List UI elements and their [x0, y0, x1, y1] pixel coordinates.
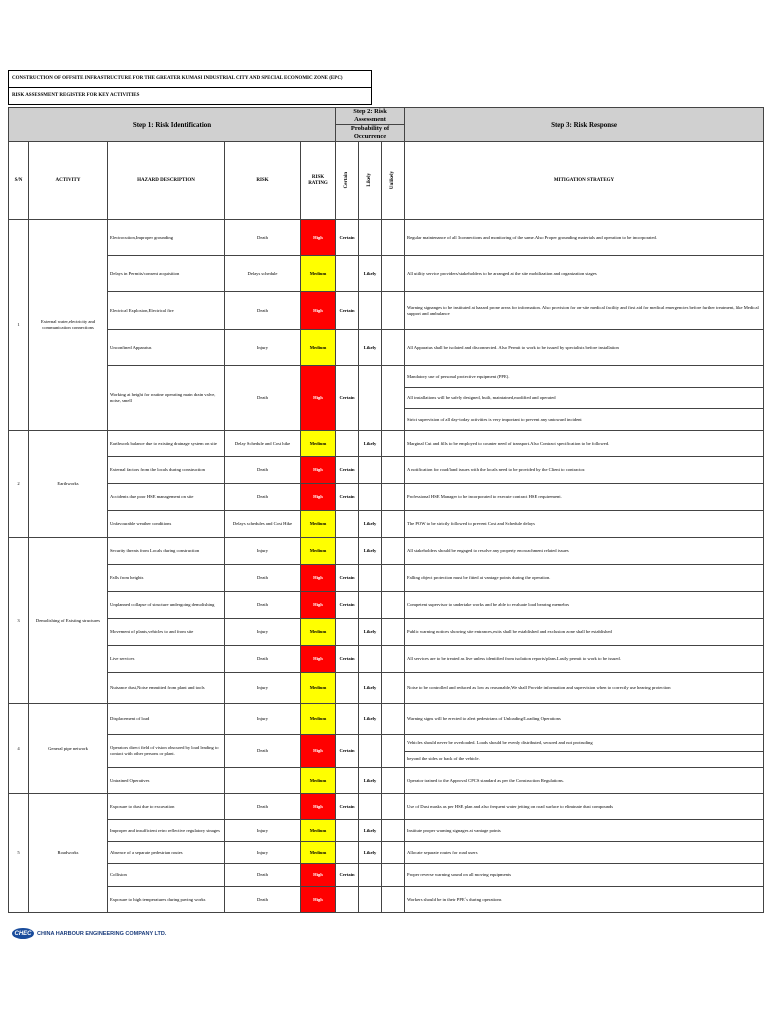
risk-rating-cell: Medium — [301, 704, 336, 735]
risk-rating-cell: High — [301, 794, 336, 820]
risk-rating-cell: Medium — [301, 842, 336, 864]
table-row — [9, 330, 764, 366]
mitigation-cell — [405, 431, 764, 457]
risk-cell: Injury — [225, 619, 301, 646]
mitigation-line: Vehicles should never be overloaded. Loads should be evenly distributed, secured and not protruding — [405, 735, 763, 752]
mitigation-line: Strict supervision of all day-today activities is very important to prevent any untoward incident — [407, 416, 582, 422]
likely-cell: Likely — [359, 431, 382, 457]
risk-rating-cell: Medium — [301, 511, 336, 538]
project-title: CONSTRUCTION OF OFFSITE INFRASTRUCTURE FOR THE GREATER KUMASI INDUSTRIAL CITY AND SPECIAL ECONOMIC ZONE (EPC) — [9, 71, 371, 88]
table-row — [9, 768, 764, 794]
step1-header: Step 1: Risk Identification — [9, 108, 336, 142]
risk-cell: Death — [225, 565, 301, 592]
mitigation-cell — [405, 511, 764, 538]
mitigation-line: The POW to be strictly followed to prevent Cost and Schedule delays — [407, 521, 535, 527]
title-box — [8, 70, 372, 105]
mitigation-line: beyond the sides or back of the vehicle. — [407, 756, 480, 762]
hazard-cell: Delays in Permits/consent acquisition — [108, 256, 225, 292]
risk-rating-cell: High — [301, 457, 336, 484]
mitigation-cell — [405, 820, 764, 842]
col-unlikely: Unlikely — [382, 142, 405, 220]
certain-cell — [336, 704, 359, 735]
hazard-cell: Unplanned collapse of structure undergoing demolishing — [108, 592, 225, 619]
col-certain: Certain — [336, 142, 359, 220]
row-sn: 4 — [9, 704, 29, 794]
unlikely-cell — [382, 794, 405, 820]
likely-cell — [359, 646, 382, 673]
certain-cell: Certain — [336, 646, 359, 673]
hazard-cell: Absence of a separate pedestrian routes — [108, 842, 225, 864]
mitigation-line: Noise to be controlled and reduced as low as reasonable,We shall Provide information and supervision when to correctly use hearing protection — [407, 685, 671, 691]
col-risk: RISK — [225, 142, 301, 220]
row-sn: 1 — [9, 220, 29, 431]
certain-cell — [336, 673, 359, 704]
hazard-cell: Unfavourable weather conditions — [108, 511, 225, 538]
unlikely-cell — [382, 484, 405, 511]
mitigation-line: Warning signanges to be instituted at hazard prone areas for information. Also provision for on-site medical facility and first aid for medical emergencies before further treatment, like Medical support and ambulance — [407, 304, 759, 316]
unlikely-cell — [382, 820, 405, 842]
table-row — [9, 292, 764, 330]
mitigation-cell — [405, 704, 764, 735]
risk-rating-cell: Medium — [301, 619, 336, 646]
risk-rating-cell: High — [301, 366, 336, 431]
likely-cell: Likely — [359, 820, 382, 842]
mitigation-line: Workers should be in their PPE`s during operations — [407, 896, 502, 902]
risk-rating-cell: Medium — [301, 673, 336, 704]
risk-cell: Injury — [225, 538, 301, 565]
table-row — [9, 646, 764, 673]
mitigation-line: Warning signs will be erected to alert pedestrians of Unloading/Loading Operations — [407, 716, 561, 722]
hazard-cell: Working at height for routine operating main drain valve, noise, smell — [108, 366, 225, 431]
col-hazard: HAZARD DESCRIPTION — [108, 142, 225, 220]
certain-cell: Certain — [336, 565, 359, 592]
mitigation-cell — [405, 538, 764, 565]
hazard-cell: Improper and insufficient retro reflective regulatory sinages — [108, 820, 225, 842]
likely-cell — [359, 366, 382, 431]
unlikely-cell — [382, 619, 405, 646]
unlikely-cell — [382, 864, 405, 887]
unlikely-cell — [382, 511, 405, 538]
likely-cell — [359, 864, 382, 887]
certain-cell — [336, 887, 359, 913]
table-row — [9, 592, 764, 619]
certain-cell — [336, 256, 359, 292]
unlikely-cell — [382, 646, 405, 673]
hazard-cell: Operators direct field of vision obscured by load leading to contact with other persons or plant. — [108, 735, 225, 768]
unlikely-cell — [382, 592, 405, 619]
risk-cell: Death — [225, 887, 301, 913]
likely-cell — [359, 794, 382, 820]
likely-cell — [359, 292, 382, 330]
table-row — [9, 220, 764, 256]
risk-cell: Death — [225, 794, 301, 820]
certain-cell — [336, 768, 359, 794]
table-row — [9, 619, 764, 646]
hazard-cell: Collision — [108, 864, 225, 887]
mitigation-line: Institute proper warning signages at vantage points — [407, 827, 501, 833]
risk-rating-cell: High — [301, 887, 336, 913]
mitigation-line: Allocate separate routes for road users — [407, 849, 478, 855]
mitigation-cell — [405, 292, 764, 330]
unlikely-cell — [382, 330, 405, 366]
unlikely-cell — [382, 457, 405, 484]
risk-rating-cell: Medium — [301, 256, 336, 292]
row-sn: 5 — [9, 794, 29, 913]
risk-rating-cell: High — [301, 592, 336, 619]
table-row — [9, 887, 764, 913]
table-row — [9, 511, 764, 538]
likely-cell: Likely — [359, 330, 382, 366]
mitigation-cell — [405, 484, 764, 511]
risk-rating-cell: Medium — [301, 431, 336, 457]
mitigation-line: Operator trained to the Approval CPCS standard as per the Construction Regulations. — [407, 777, 564, 783]
risk-register-table — [8, 107, 764, 913]
certain-cell: Certain — [336, 220, 359, 256]
certain-cell — [336, 820, 359, 842]
unlikely-cell — [382, 538, 405, 565]
risk-cell: Injury — [225, 820, 301, 842]
mitigation-cell — [405, 646, 764, 673]
risk-rating-cell: High — [301, 292, 336, 330]
unlikely-cell — [382, 842, 405, 864]
table-row — [9, 431, 764, 457]
certain-cell: Certain — [336, 484, 359, 511]
unlikely-cell — [382, 292, 405, 330]
mitigation-cell — [405, 768, 764, 794]
unlikely-cell — [382, 704, 405, 735]
table-row — [9, 820, 764, 842]
table-row — [9, 673, 764, 704]
table-row — [9, 794, 764, 820]
mitigation-cell — [405, 887, 764, 913]
hazard-cell: Exposure to high temperatures during paving works — [108, 887, 225, 913]
likely-cell — [359, 220, 382, 256]
risk-cell: Injury — [225, 330, 301, 366]
company-name: CHINA HARBOUR ENGINEERING COMPANY LTD. — [37, 930, 167, 937]
step2-header: Step 2: Risk Assessment — [336, 108, 405, 125]
certain-cell — [336, 538, 359, 565]
likely-cell — [359, 565, 382, 592]
risk-cell: Death — [225, 484, 301, 511]
risk-cell: Injury — [225, 704, 301, 735]
mitigation-line: Public warning notices showing site entrances,exits shall be established and exclusion zone shall be established — [407, 629, 612, 635]
activity-cell: External water,electricity and communication connections — [29, 220, 108, 431]
certain-cell: Certain — [336, 292, 359, 330]
certain-cell: Certain — [336, 457, 359, 484]
likely-cell: Likely — [359, 256, 382, 292]
row-sn: 3 — [9, 538, 29, 704]
table-row — [9, 735, 764, 768]
company-logo: CHEC — [12, 928, 34, 939]
mitigation-line: Use of Dust masks as per HSE plan and also frequent water jetting on road surface to eliminate dust compounds — [407, 803, 614, 809]
mitigation-line: All installations will be safely designed, built, maintained,modified and operated — [405, 388, 763, 410]
col-mitigation: MITIGATION STRATEGY — [405, 142, 764, 220]
table-row — [9, 565, 764, 592]
row-sn: 2 — [9, 431, 29, 538]
col-sn: S/N — [9, 142, 29, 220]
mitigation-cell — [405, 619, 764, 646]
likely-cell — [359, 484, 382, 511]
footer — [12, 928, 166, 939]
unlikely-cell — [382, 431, 405, 457]
col-rating: RISK RATING — [301, 142, 336, 220]
risk-rating-cell: Medium — [301, 330, 336, 366]
hazard-cell: Falls from heights — [108, 565, 225, 592]
mitigation-cell — [405, 457, 764, 484]
unlikely-cell — [382, 735, 405, 768]
table-row — [9, 538, 764, 565]
step3-header: Step 3: Risk Response — [405, 108, 764, 142]
risk-cell: Delay Schedule and Cost hike — [225, 431, 301, 457]
risk-rating-cell: High — [301, 864, 336, 887]
risk-cell: Delays schedules and Cost Hike — [225, 511, 301, 538]
mitigation-line: Competent supervisor to undertake works and be able to evaluate load bearing memebrs — [407, 602, 570, 608]
table-row — [9, 842, 764, 864]
hazard-cell: Accidents due poor HSE management on site — [108, 484, 225, 511]
likely-cell: Likely — [359, 842, 382, 864]
likely-cell — [359, 592, 382, 619]
risk-rating-cell: High — [301, 646, 336, 673]
certain-cell: Certain — [336, 735, 359, 768]
mitigation-cell — [405, 565, 764, 592]
risk-cell: Delays schedule — [225, 256, 301, 292]
risk-rating-cell: Medium — [301, 820, 336, 842]
risk-cell: Death — [225, 457, 301, 484]
table-row — [9, 484, 764, 511]
mitigation-cell — [405, 864, 764, 887]
mitigation-line: All stakeholders should be engaged to resolve any property encroachment related issues — [407, 548, 569, 554]
table-row — [9, 457, 764, 484]
mitigation-cell — [405, 366, 764, 431]
risk-cell: Death — [225, 864, 301, 887]
risk-rating-cell: Medium — [301, 768, 336, 794]
register-title: RISK ASSESSMENT REGISTER FOR KEY ACTIVITIES — [12, 93, 140, 98]
col-activity: ACTIVITY — [29, 142, 108, 220]
risk-rating-cell: High — [301, 735, 336, 768]
mitigation-cell — [405, 673, 764, 704]
unlikely-cell — [382, 565, 405, 592]
hazard-cell: Electrical Explosion,Electrical fire — [108, 292, 225, 330]
unlikely-cell — [382, 220, 405, 256]
certain-cell: Certain — [336, 366, 359, 431]
mitigation-line: Mandatory use of personal protective equipment (PPE). — [405, 366, 763, 388]
activity-cell: Roadworks — [29, 794, 108, 913]
risk-cell: Death — [225, 366, 301, 431]
mitigation-line: A notification for road/land issues with the locals need to be provided by the Client to contractor. — [407, 467, 586, 473]
mitigation-cell — [405, 220, 764, 256]
table-row — [9, 256, 764, 292]
table-row — [9, 704, 764, 735]
unlikely-cell — [382, 673, 405, 704]
risk-rating-cell: Medium — [301, 538, 336, 565]
mitigation-line: Professional HSE Manager to be incorporated to execute contract HSE requirement. — [407, 494, 562, 500]
hazard-cell: Displacement of load — [108, 704, 225, 735]
mitigation-line: All utility service providers/stakeholders to be arranged at the site mobilization and organization stages — [407, 270, 597, 276]
mitigation-cell — [405, 842, 764, 864]
risk-cell — [225, 768, 301, 794]
hazard-cell: External factors from the locals during construction — [108, 457, 225, 484]
unlikely-cell — [382, 256, 405, 292]
certain-cell — [336, 431, 359, 457]
likely-cell: Likely — [359, 538, 382, 565]
certain-cell: Certain — [336, 864, 359, 887]
risk-rating-cell: High — [301, 220, 336, 256]
table-row — [9, 864, 764, 887]
mitigation-line: All services are to be treated as live unless identified from isolation reports/plans.Lastly permit to work to be issued. — [407, 656, 621, 662]
risk-cell: Death — [225, 735, 301, 768]
mitigation-line: Proper reverse warning sound on all moving equipments — [407, 872, 512, 878]
hazard-cell: Unconfined Apparatus — [108, 330, 225, 366]
hazard-cell: Security threats from Locals during construction — [108, 538, 225, 565]
activity-cell: General pipe network — [29, 704, 108, 794]
hazard-cell: Nuisance dust,Noise emmitted from plant and tools — [108, 673, 225, 704]
mitigation-line: All Apparatus shall be isolated and disconnected. Also Permit to work to be issued by specialists before installation — [407, 344, 619, 350]
mitigation-line: Marginal Cut and fills to be employed to counter need of transport.Also Contract specification to be followed. — [407, 440, 610, 446]
risk-cell: Death — [225, 220, 301, 256]
risk-rating-cell: High — [301, 565, 336, 592]
table-row — [9, 366, 764, 431]
risk-cell: Death — [225, 592, 301, 619]
hazard-cell: Live services — [108, 646, 225, 673]
risk-rating-cell: High — [301, 484, 336, 511]
likely-cell — [359, 735, 382, 768]
likely-cell: Likely — [359, 768, 382, 794]
risk-cell: Injury — [225, 673, 301, 704]
mitigation-cell — [405, 735, 764, 768]
certain-cell — [336, 619, 359, 646]
hazard-cell: Movement of plants,vehicles to and from site — [108, 619, 225, 646]
probability-header: Probability of Occurrence — [336, 125, 405, 142]
hazard-cell: Electrocution,Improper grounding — [108, 220, 225, 256]
col-likely: Likely — [359, 142, 382, 220]
certain-cell: Certain — [336, 592, 359, 619]
likely-cell: Likely — [359, 619, 382, 646]
risk-cell: Injury — [225, 842, 301, 864]
activity-cell: Earthworks — [29, 431, 108, 538]
unlikely-cell — [382, 887, 405, 913]
hazard-cell: Earthwork balance due to existing drainage system on site — [108, 431, 225, 457]
unlikely-cell — [382, 366, 405, 431]
risk-cell: Death — [225, 646, 301, 673]
hazard-cell: Untrained Operatives — [108, 768, 225, 794]
likely-cell: Likely — [359, 511, 382, 538]
mitigation-line: Falling object protection must be fitted at vantage points during the operation. — [407, 575, 551, 581]
mitigation-line: Regular maintenance of all 3connections and monitoring of the same.Also Proper grounding materials and operation to be incorporated. — [407, 234, 657, 240]
likely-cell — [359, 457, 382, 484]
mitigation-cell — [405, 592, 764, 619]
certain-cell: Certain — [336, 794, 359, 820]
risk-cell: Death — [225, 292, 301, 330]
certain-cell — [336, 842, 359, 864]
unlikely-cell — [382, 768, 405, 794]
mitigation-cell — [405, 330, 764, 366]
certain-cell — [336, 330, 359, 366]
hazard-cell: Exposure to dust due to excavation — [108, 794, 225, 820]
likely-cell: Likely — [359, 673, 382, 704]
mitigation-cell — [405, 794, 764, 820]
mitigation-cell — [405, 256, 764, 292]
likely-cell — [359, 887, 382, 913]
certain-cell — [336, 511, 359, 538]
likely-cell: Likely — [359, 704, 382, 735]
activity-cell: Demolishing of Existing structures — [29, 538, 108, 704]
